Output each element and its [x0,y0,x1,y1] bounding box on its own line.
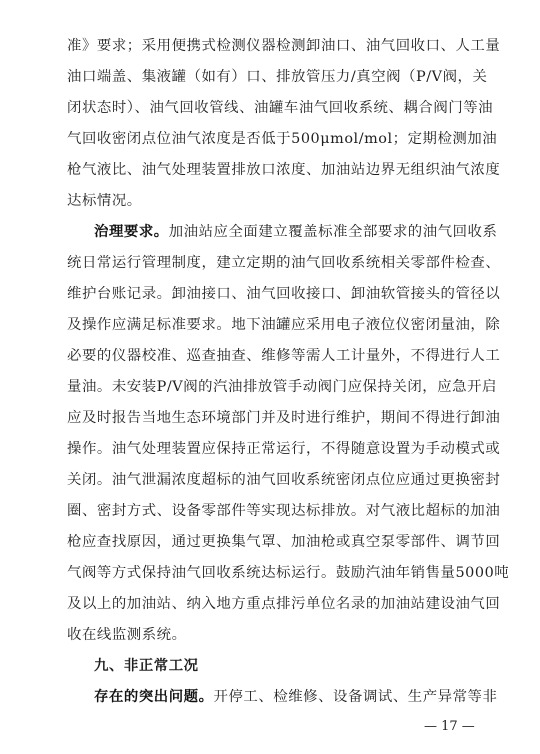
body-text-line: 枪气液比、油气处理装置排放口浓度、加油站边界无组织油气浓度 [67,162,501,178]
body-text-line: 气阀等方式保持油气回收系统达标运行。鼓励汽油年销售量5000吨 [67,565,510,581]
paragraph-text: 加油站应全面建立覆盖标准全部要求的油气回收系 [168,224,498,240]
body-text-line: 圈、密封方式、设备零部件等实现达标排放。对气液比超标的加油 [67,503,501,519]
paragraph-first-line [94,222,497,242]
body-text-line: 达标情况。 [67,193,142,209]
body-text-line: 收在线监测系统。 [67,627,187,643]
body-text-line: 统日常运行管理制度，建立定期的油气回收系统相关零部件检查、 [67,255,501,271]
body-text-line: 操作。油气处理装置应保持正常运行，不得随意设置为手动模式或 [67,441,501,457]
body-text-line: 气回收密闭点位油气浓度是否低于500μmol/mol；定期检测加油 [67,131,498,147]
paragraph-label: 存在的突出问题。 [94,688,214,705]
paragraph-text: 开停工、检维修、设备调试、生产异常等非 [213,689,498,705]
body-text-line: 闭状态时）、油气回收管线、油罐车油气回收系统、耦合阀门等油 [67,100,494,116]
body-text-line: 准》要求；采用便携式检测仪器检测卸油口、油气回收口、人工量 [67,38,501,54]
body-text-line: 应及时报告当地生态环境部门并及时进行维护，期间不得进行卸油 [67,410,501,426]
body-text-line: 油口端盖、集液罐（如有）口、排放管压力/真空阀（P/V阀，关 [67,69,488,85]
body-text-line: 关闭。油气泄漏浓度超标的油气回收系统密闭点位应通过更换密封 [67,472,501,488]
paragraph-label: 治理要求。 [94,223,169,240]
section-heading: 九、非正常工况 [94,657,199,674]
body-text-line: 维护台账记录。卸油接口、油气回收接口、卸油软管接头的管径以 [67,286,501,302]
page-number: — 17 — [424,719,475,734]
body-text-line: 及以上的加油站、纳入地方重点排污单位名录的加油站建设油气回 [67,596,501,612]
paragraph-first-line [94,687,497,707]
body-text-line: 枪应查找原因，通过更换集气罩、加油枪或真空泵零部件、调节回 [67,534,501,550]
body-text-line: 必要的仪器校准、巡查抽查、维修等需人工计量外，不得进行人工 [67,348,501,364]
body-text-line: 及操作应满足标准要求。地下油罐应采用电子液位仪密闭量油，除 [67,317,501,333]
body-text-line: 量油。未安装P/V阀的汽油排放管手动阀门应保持关闭，应急开启 [67,379,497,395]
